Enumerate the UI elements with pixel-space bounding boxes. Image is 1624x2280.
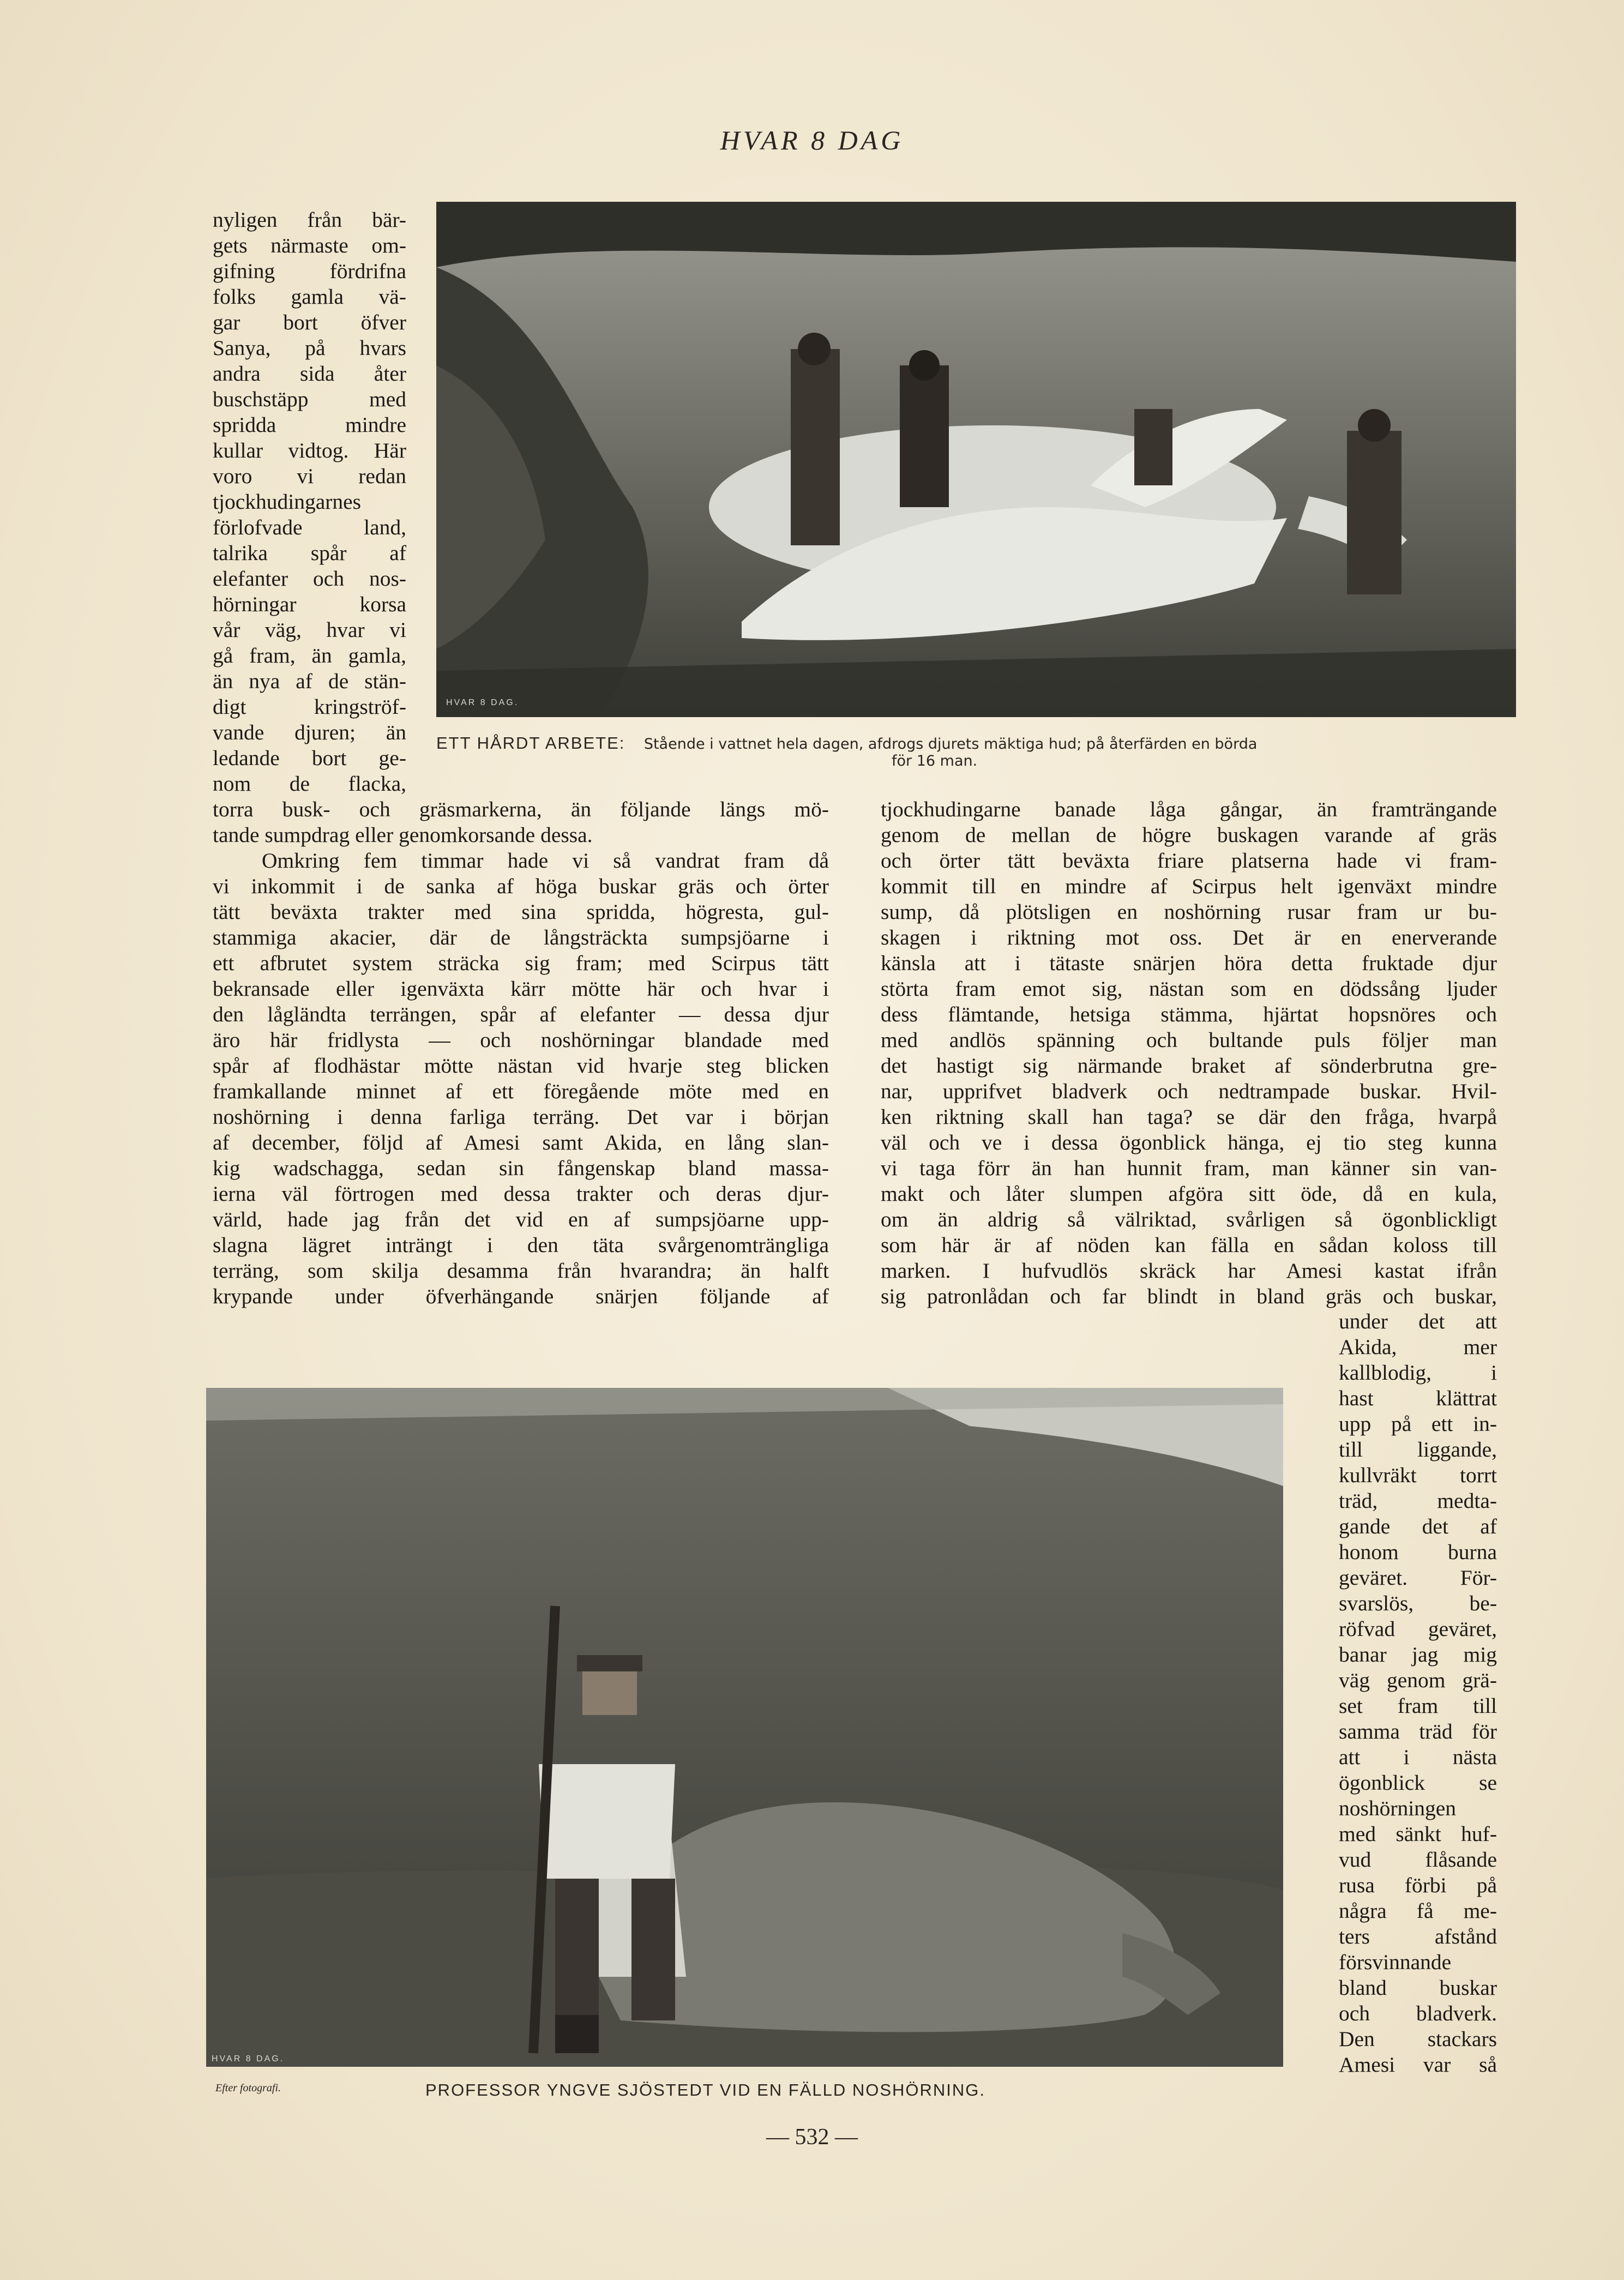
text-line: bland buskar xyxy=(1339,1976,1497,2000)
text-line: med sänkt huf- xyxy=(1339,1822,1497,1846)
text-line: vud flåsande xyxy=(1339,1848,1497,1872)
text-line: vi taga förr än han hunnit fram, man känner sin van- xyxy=(881,1156,1497,1180)
text-line: tande sumpdrag eller genomkorsande dessa. xyxy=(213,823,593,847)
text-line: torra busk- och gräsmarkerna, än följande längs mö- xyxy=(213,797,829,821)
skinning-scene-image xyxy=(436,202,1516,717)
top-photo-caption xyxy=(436,733,1519,753)
text-line: gande det af xyxy=(1339,1514,1497,1538)
top-photo xyxy=(436,202,1516,717)
text-line: med andlös spänning och bultande puls följer man xyxy=(881,1028,1497,1052)
text-line: under det att xyxy=(1339,1309,1497,1333)
text-line: terräng, som skilja desamma från hvarandra; än halft xyxy=(213,1259,829,1283)
text-line: genom de mellan de högre buskagen varande af gräs xyxy=(881,823,1497,847)
text-line: spridda mindre xyxy=(213,413,406,437)
text-line: ledande bort ge- xyxy=(213,746,406,770)
text-line: Den stackars xyxy=(1339,2027,1497,2051)
left-wide-column xyxy=(213,797,829,1309)
text-line: vi inkommit i de sanka af höga buskar gräs och örter xyxy=(213,874,829,898)
text-line: gets närmaste om- xyxy=(213,233,406,257)
text-line: skagen i riktning mot oss. Det är en enerverande xyxy=(881,925,1497,949)
text-line: bekransade eller igenväxta kärr mötte här och hvar i xyxy=(213,977,829,1001)
text-line: Sanya, på hvars xyxy=(213,336,406,360)
text-line: dess flämtande, hetsiga stämma, hjärtat hopsnöres och xyxy=(881,1002,1497,1026)
text-line: tjockhudingarnes xyxy=(213,490,362,514)
text-line: och bladverk. xyxy=(1339,2001,1497,2025)
text-line: nom de flacka, xyxy=(213,772,406,796)
right-wide-column xyxy=(881,797,1497,1309)
text-line: makt och låter slumpen afgöra sitt öde, då en kula, xyxy=(881,1182,1497,1206)
text-line: gå fram, än gamla, xyxy=(213,643,406,667)
text-line: ters afstånd xyxy=(1339,1924,1497,1948)
text-line: värld, hade jag från det vid en af sumpsjöarne upp- xyxy=(213,1207,829,1231)
text-line: rusa förbi på xyxy=(1339,1873,1497,1897)
text-line: till liggande, xyxy=(1339,1437,1497,1461)
text-line: nar, upprifvet bladverk och nedtrampade buskar. Hvil- xyxy=(881,1079,1497,1103)
text-line: gar bort öfver xyxy=(213,310,406,334)
text-line: nyligen från bär- xyxy=(213,208,406,232)
page-number: — 532 — xyxy=(766,2125,858,2150)
text-line: talrika spår af xyxy=(213,541,406,565)
photo-watermark: HVAR 8 DAG. xyxy=(212,2054,285,2064)
text-line: kommit till en mindre af Scirpus helt igenväxt mindre xyxy=(881,874,1497,898)
text-line: spår af flodhästar mötte nästan vid hvarje steg blicken xyxy=(213,1054,829,1078)
text-line: känsla att i tätaste snärjen höra detta fruktade djur xyxy=(881,951,1497,975)
text-line: träd, medta- xyxy=(1339,1489,1497,1513)
text-line: upp på ett in- xyxy=(1339,1412,1497,1436)
text-line: noshörning i denna farliga terräng. Det var i början xyxy=(213,1105,829,1129)
text-line: elefanter och nos- xyxy=(213,567,406,591)
text-line: voro vi redan xyxy=(213,464,406,488)
text-line: störta fram emot sig, nästan som en dödssång ljuder xyxy=(881,977,1497,1001)
caption-text: Stående i vattnet hela dagen, afdrogs djurets mäktiga hud; på återfärden en börda xyxy=(643,736,1258,753)
text-line: sump, då plötsligen en noshörning rusar fram ur bu- xyxy=(881,900,1497,924)
text-line: försvinnande xyxy=(1339,1950,1452,1974)
text-line: än nya af de stän- xyxy=(213,669,406,693)
rhinoceros-hunter-image xyxy=(206,1388,1283,2067)
text-line: det hastigt sig närmande braket af sönderbrutna gre- xyxy=(881,1054,1497,1078)
text-line: ögonblick se xyxy=(1339,1771,1497,1795)
text-line: svarslös, be- xyxy=(1339,1591,1497,1615)
text-line: Amesi var så xyxy=(1339,2053,1497,2077)
text-line: ett afbrutet system sträcka sig fram; med Scirpus tätt xyxy=(213,951,829,975)
bottom-photo-caption: PROFESSOR YNGVE SJÖSTEDT VID EN FÄLLD NOSHÖRNING. xyxy=(425,2080,986,2099)
photo-credit: Efter fotografi. xyxy=(215,2082,281,2094)
text-line: väl och ve i dessa ögonblick hänga, ej tio steg kunna xyxy=(881,1130,1497,1154)
text-line: honom burna xyxy=(1339,1540,1497,1564)
text-line: slagna lägret inträngt i den täta svårgenomträngliga xyxy=(213,1233,829,1257)
photo-watermark: HVAR 8 DAG. xyxy=(446,698,519,707)
text-line: tätt beväxta trakter med sina spridda, högresta, gul- xyxy=(213,900,829,924)
text-line: kallblodig, i xyxy=(1339,1361,1497,1385)
text-line: digt kringströf- xyxy=(213,695,406,719)
text-line: om än aldrig så välriktad, svårligen så ögonblickligt xyxy=(881,1207,1497,1231)
text-line: äro här fridlysta — och noshörningar blandade med xyxy=(213,1028,829,1052)
text-line: andra sida åter xyxy=(213,362,406,386)
text-line: buschstäpp med xyxy=(213,387,406,411)
text-line: kullar vidtog. Här xyxy=(213,438,406,462)
text-line: förlofvade land, xyxy=(213,515,406,539)
text-line: röfvad geväret, xyxy=(1339,1617,1497,1641)
text-line: vande djuren; än xyxy=(213,720,406,744)
text-line: krypande under öfverhängande snärjen följande af xyxy=(213,1284,829,1308)
text-line: väg genom grä- xyxy=(1339,1668,1497,1692)
text-line: några få me- xyxy=(1339,1899,1497,1923)
text-line: som här är af nöden kan fälla en sådan koloss till xyxy=(881,1233,1497,1257)
caption-text-continued: för 16 man. xyxy=(892,753,978,769)
text-line: kullvräkt torrt xyxy=(1339,1463,1497,1487)
text-line: folks gamla vä- xyxy=(213,285,406,309)
text-line: noshörningen xyxy=(1339,1796,1457,1820)
text-line: af december, följd af Amesi samt Akida, en lång slan- xyxy=(213,1130,829,1154)
text-line: ierna väl förtrogen med dessa trakter och deras djur- xyxy=(213,1182,829,1206)
text-line: den lågländta terrängen, spår af elefanter — dessa djur xyxy=(213,1002,829,1026)
bottom-photo xyxy=(206,1388,1283,2067)
text-line: vår väg, hvar vi xyxy=(213,618,406,642)
text-line: samma träd för xyxy=(1339,1719,1497,1743)
text-line: hast klättrat xyxy=(1339,1386,1497,1410)
text-line: ken riktning skall han taga? se där den fråga, hvarpå xyxy=(881,1105,1497,1129)
running-header: HVAR 8 DAG xyxy=(720,125,904,155)
text-line: banar jag mig xyxy=(1339,1643,1497,1667)
text-line: Akida, mer xyxy=(1339,1335,1497,1359)
text-line: hörningar korsa xyxy=(213,592,406,616)
text-line: sig patronlådan och far blindt in bland gräs och buskar, xyxy=(881,1284,1497,1308)
text-line: marken. I hufvudlös skräck har Amesi kastat ifrån xyxy=(881,1259,1497,1283)
text-line: Omkring fem timmar hade vi så vandrat fram då xyxy=(262,849,829,873)
text-line: geväret. För- xyxy=(1339,1566,1497,1590)
text-line: set fram till xyxy=(1339,1694,1497,1718)
caption-title: ETT HÅRDT ARBETE: xyxy=(436,733,625,753)
text-line: framkallande minnet af ett föregående möte med en xyxy=(213,1079,829,1103)
text-line: kig wadschagga, sedan sin fångenskap bland massa- xyxy=(213,1156,829,1180)
text-line: tjockhudingarne banade låga gångar, än framträngande xyxy=(881,797,1497,821)
text-line: stammiga akacier, där de långsträckta sumpsjöarne i xyxy=(213,925,829,949)
left-narrow-column xyxy=(213,207,406,797)
text-line: att i nästa xyxy=(1339,1745,1497,1769)
right-narrow-column xyxy=(1339,1309,1497,2078)
text-line: och örter tätt beväxta friare platserna hade vi fram- xyxy=(881,849,1497,873)
text-line: gifning fördrifna xyxy=(213,259,406,283)
